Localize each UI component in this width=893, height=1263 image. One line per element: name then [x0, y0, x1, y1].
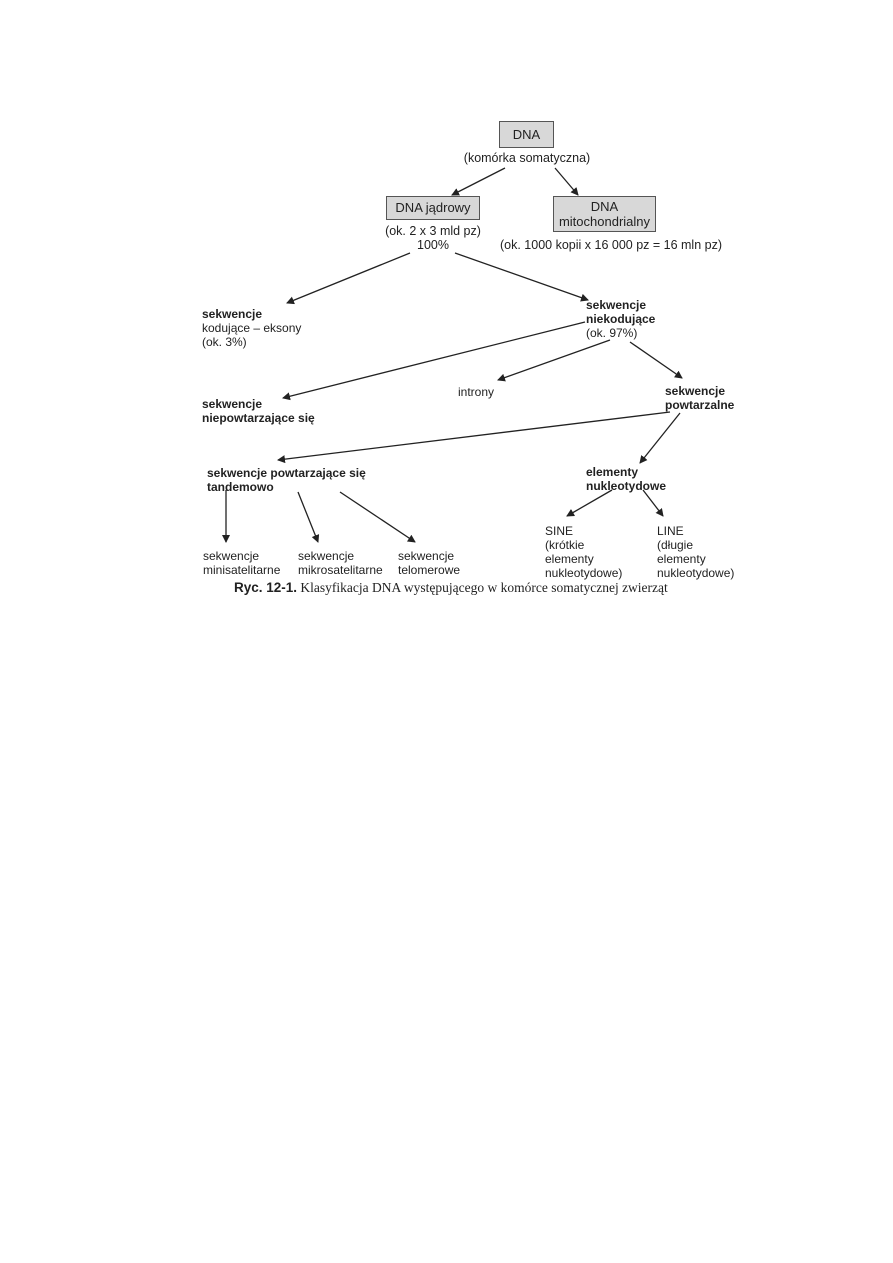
mito-box-line2: mitochondrialny — [558, 214, 651, 229]
arrow-elements-to-sine — [567, 490, 612, 516]
mito-dna-sublabel: (ok. 1000 kopii x 16 000 pz = 16 mln pz) — [500, 238, 723, 252]
noncoding-sequences-label: sekwencje niekodujące (ok. 97%) — [586, 298, 656, 340]
arrow-nuclear-to-noncoding — [455, 253, 588, 300]
arrow-noncoding-to-repetitive — [630, 342, 682, 378]
arrow-nuclear-to-coding — [287, 253, 410, 303]
dna-root-box: DNA — [499, 121, 554, 148]
line-label: LINE (długie elementy nukleotydowe) — [657, 524, 735, 580]
minisatellite-label: sekwencje minisatelitarne — [203, 549, 281, 577]
figure-caption-text: Klasyfikacja DNA występującego w komórce somatycznej zwierząt — [300, 580, 668, 595]
arrow-tandem-to-microsat — [298, 492, 318, 542]
figure-caption — [234, 580, 668, 596]
introns-label: introny — [458, 385, 495, 399]
arrow-elements-to-line — [643, 490, 663, 516]
tandem-repeats-label: sekwencje powtarzające się tandemowo — [207, 466, 366, 494]
arrow-noncoding-to-nonrepetitive — [283, 322, 585, 398]
mito-dna-box — [553, 196, 656, 232]
arrow-noncoding-to-introns — [498, 340, 610, 380]
mito-box-line1: DNA — [590, 199, 619, 214]
nuclear-size: (ok. 2 x 3 mld pz) — [385, 224, 481, 238]
nonrepetitive-sequences-label: sekwencje niepowtarzające się — [202, 397, 315, 425]
sine-label: SINE (krótkie elementy nukleotydowe) — [545, 524, 623, 580]
arrow-dna-to-nuclear — [452, 168, 505, 195]
microsatellite-label: sekwencje mikrosatelitarne — [298, 549, 383, 577]
telomere-label: sekwencje telomerowe — [398, 549, 461, 577]
arrow-repetitive-to-elements — [640, 413, 680, 463]
arrow-repetitive-to-tandem — [278, 412, 670, 460]
nuclear-percent: 100% — [417, 238, 449, 252]
nucleotide-elements-label: elementy nukleotydowe — [586, 465, 667, 493]
dna-root-sublabel: (komórka somatyczna) — [463, 151, 591, 165]
repetitive-sequences-label: sekwencje powtarzalne — [665, 384, 735, 412]
nuclear-dna-box: DNA jądrowy — [386, 196, 480, 220]
arrow-tandem-to-telomere — [340, 492, 415, 542]
nuclear-dna-sublabel — [380, 224, 486, 252]
arrow-dna-to-mito — [555, 168, 578, 195]
figure-caption-label: Ryc. 12-1. — [234, 580, 298, 595]
coding-sequences-label: sekwencje kodujące – eksony (ok. 3%) — [202, 307, 302, 349]
